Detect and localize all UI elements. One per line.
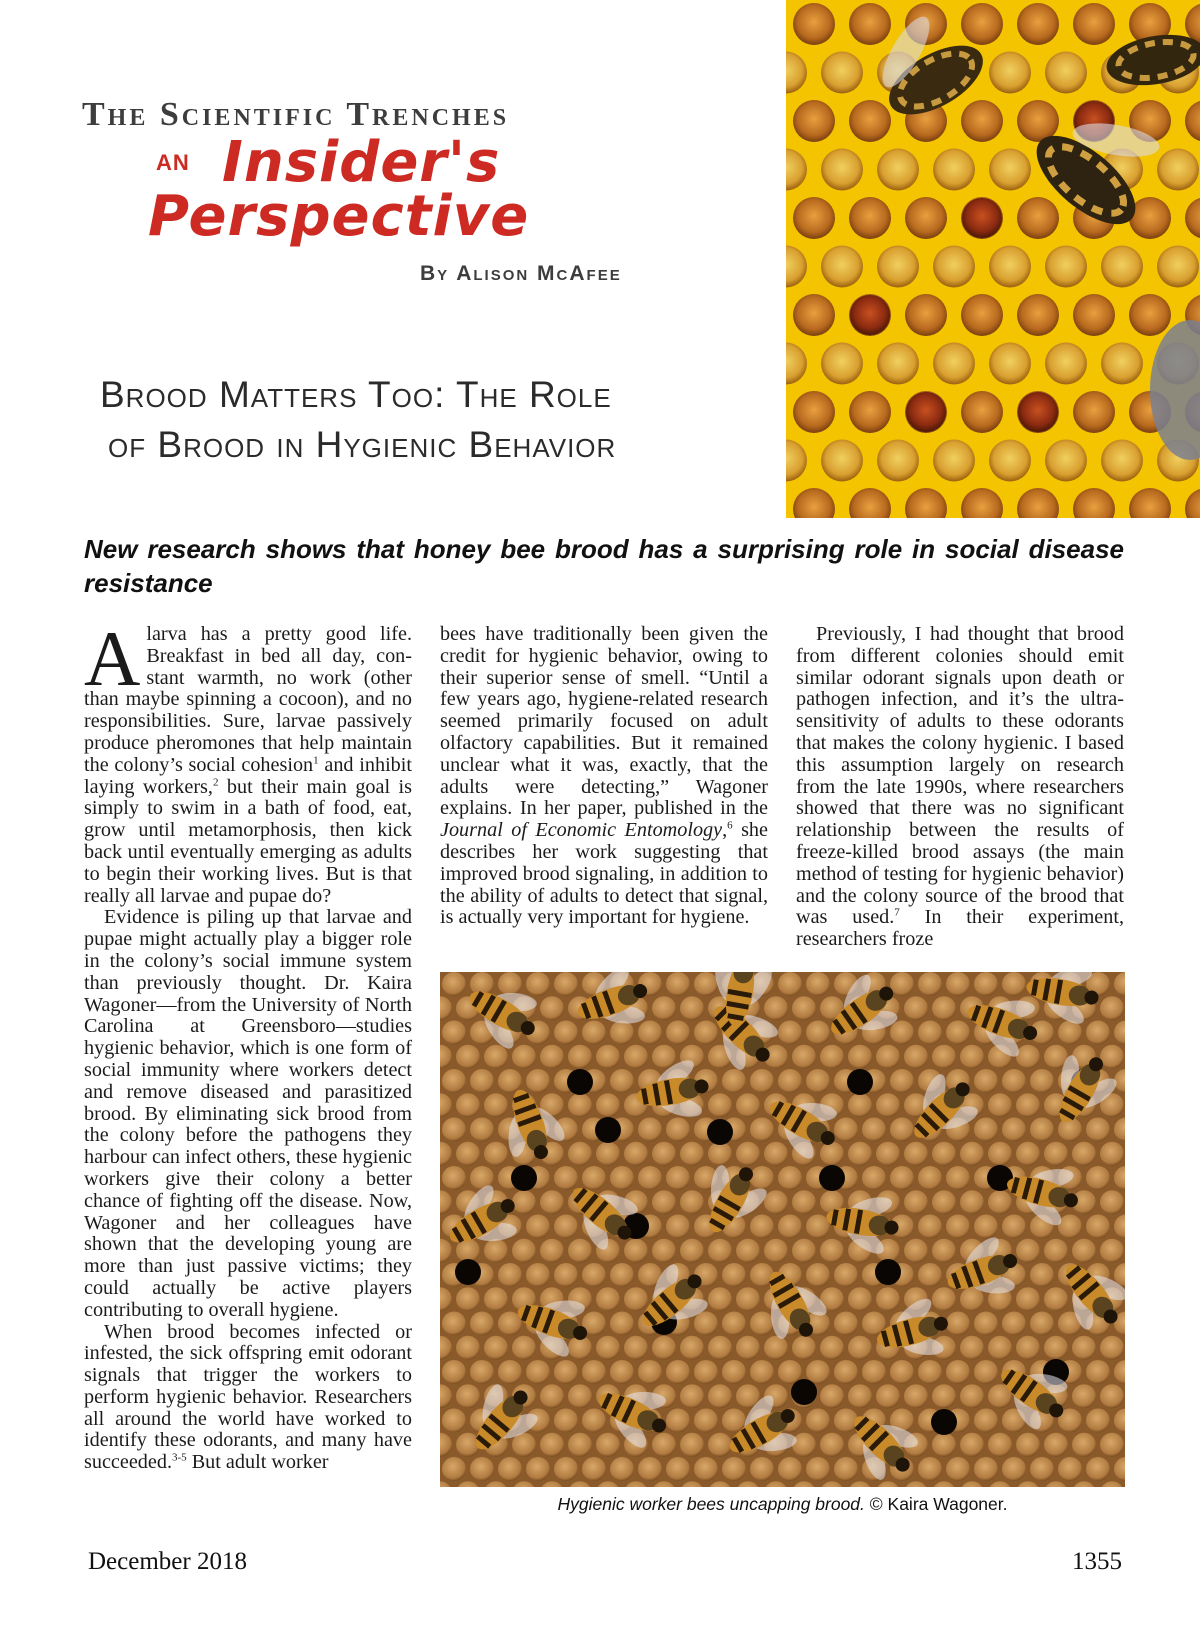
footer-date: December 2018 [88, 1548, 247, 1575]
open-cell [791, 1379, 817, 1405]
body-column-2 [440, 624, 768, 929]
open-cell [707, 1119, 733, 1145]
open-cell [847, 1069, 873, 1095]
open-cell [455, 1259, 481, 1285]
open-cell [511, 1165, 537, 1191]
byline: By Alison McAfee [420, 262, 622, 285]
honeycomb-photo [786, 0, 1200, 518]
paragraph: Alarva has a pretty good life. Breakfast in bed all day, constant warmth, no work (other than maybe spinning a cocoon), and no responsibilities. Sure, larvae passively produce pheromones that help maintain the colony’s social cohesion$^1$ and inhibit laying workers,$^2$ but their main goal is simply to swim in a bath of food, eat, grow until metamorphosis, then kick back until eventually emerging as adults to begin their working lives. But is that really all larvae and pupae do? [84, 615, 412, 907]
article-dek: New research shows that honey bee brood has a surprising role in social disease resistance [84, 534, 1124, 598]
headline-line-1: Brood Matters Too: The Role [100, 374, 612, 415]
journal-title: Journal of Economic Entomology [440, 819, 723, 842]
drop-cap: A [84, 615, 141, 702]
paragraph: Previously, I had thought that brood from different colonies should emit similar odorant signals upon death or pathogen infection, and it’s the ultra-sensitivity of adults to these odorants that makes the colony hygienic. I based this assumption largely on research from the late 1990s, where researchers showed that there was no significant relationship between the results of freeze-killed brood assays (the main method of testing for hygienic behavior) and the colony source of the brood that was used.$^7$ In their experiment, researchers froze [796, 623, 1124, 951]
photo-caption: Hygienic worker bees uncapping brood. © Kaira Wagoner. [557, 1494, 1008, 1514]
page-number: 1355 [1072, 1548, 1122, 1575]
open-cell [595, 1117, 621, 1143]
paragraph: Evidence is piling up that larvae and pupae might actually play a bigger role in the colony’s social immune system than previously thought. Dr. Kaira Wagoner—from the University of North Carolina at Greensboro—studies hygienic behavior, which is one form of social immunity where workers detect and remove diseased and parasitized brood. By eliminating sick brood from the colony before the pathogens they harbour can infect others, these hygienic workers give their colony a better chance of fighting off the disease. Now, Wagoner and her colleagues have shown that the developing young are more than just passive victims; they could actually be active players contributing to overall hygiene. [84, 906, 412, 1321]
hygienic-bees-photo [440, 972, 1125, 1487]
paragraph: bees have traditionally been given the credit for hygienic behavior, owing to their superior sense of smell. “Until a few years ago, hygiene-related research seemed primarily focused on adult olfactory capabilities. But it remained unclear what it was, exactly, that the adults were detecting,” Wagoner explains. In her paper, published in the Journal of Economic Entomology,$^6$ she describes her work suggesting that improved brood signaling, in addition to the ability of adults to detect that signal, is actually very important for hygiene. [440, 623, 768, 929]
body-column-3 [796, 624, 1124, 951]
logo-perspective: Perspective [148, 184, 530, 249]
logo-an: AN [156, 150, 190, 175]
series-title: The Scientific Trenches [82, 96, 510, 133]
open-cell [875, 1259, 901, 1285]
logo-insiders: Insider's [222, 130, 501, 195]
paragraph: When brood becomes infected or infested, the sick offspring emit odorant signals that trigger the workers to perform hygienic behavior. Researchers all around the world have worked to identify these odorants, and many have succeeded.$^{3-5}$ But adult worker [84, 1320, 412, 1474]
open-cell [931, 1409, 957, 1435]
photo-credit: © Kaira Wagoner. [864, 1494, 1008, 1514]
body-column-1 [84, 615, 412, 1474]
open-cell [819, 1165, 845, 1191]
headline-line-2: of Brood in Hygienic Behavior [108, 424, 617, 465]
open-cell [567, 1069, 593, 1095]
